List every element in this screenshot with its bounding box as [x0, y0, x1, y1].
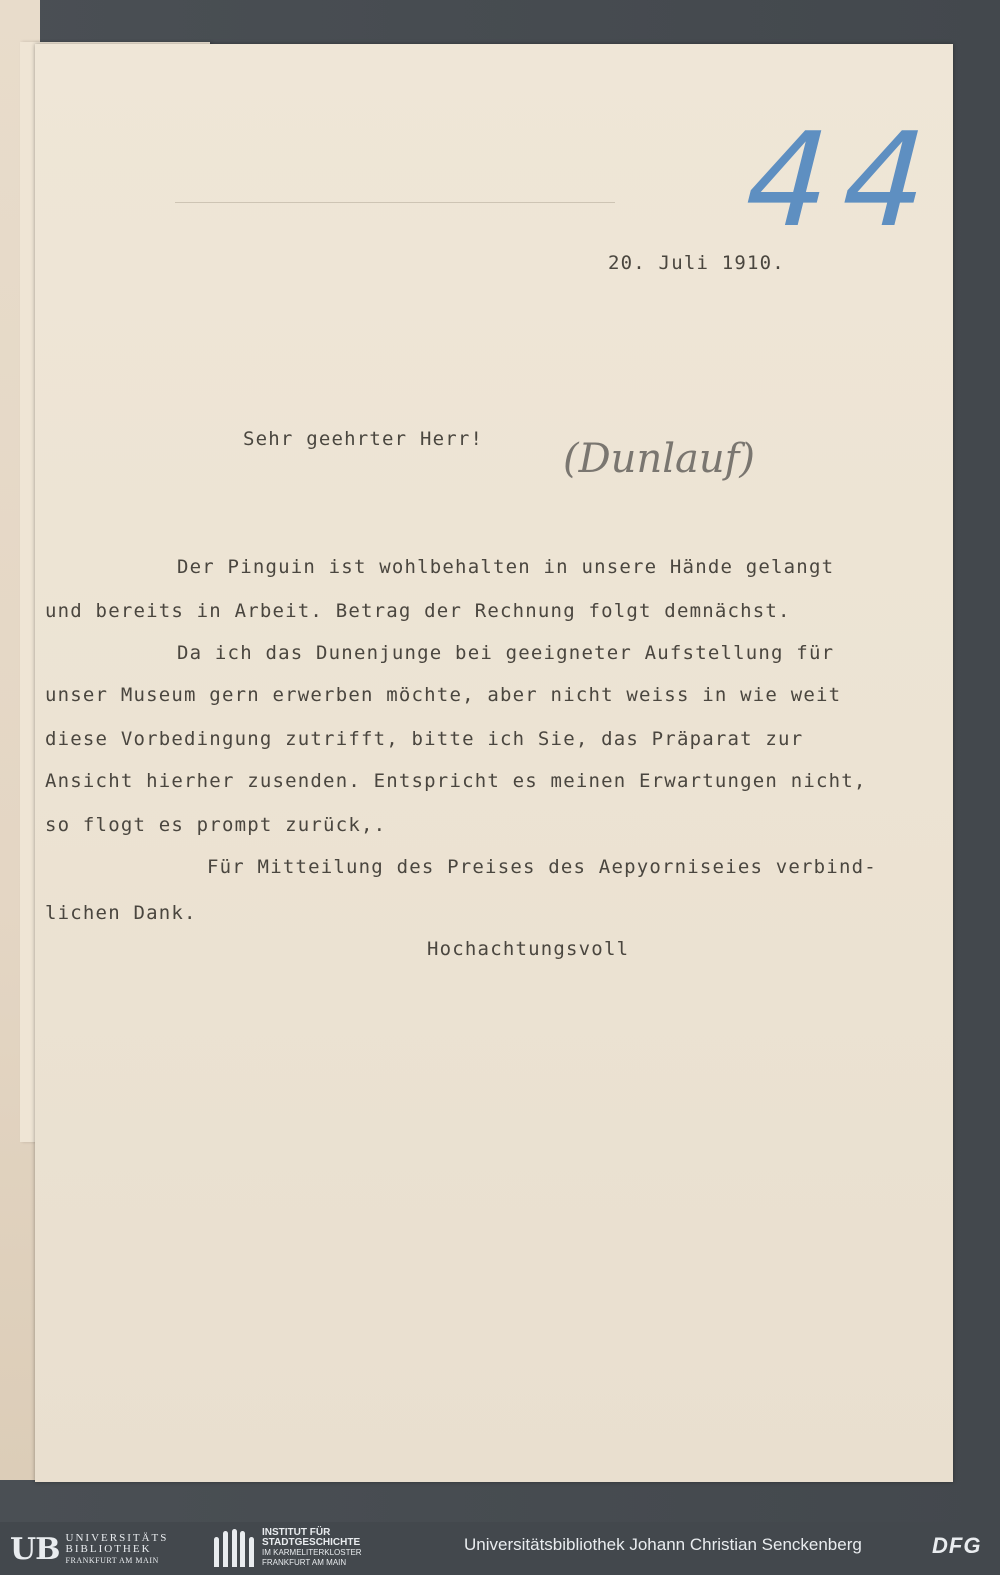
letter-line: Für Mitteilung des Preises des Aepyorniseies verbind- [207, 856, 877, 878]
letter-date: 20. Juli 1910. [608, 252, 785, 274]
inst-line-3: IM KARMELITERKLOSTER [262, 1548, 362, 1557]
letter-line: und bereits in Arbeit. Betrag der Rechnung folgt demnächst. [45, 600, 791, 622]
ub-line-2: BIBLIOTHEK [65, 1542, 152, 1555]
letter-line: Der Pinguin ist wohlbehalten in unsere Hände gelangt [177, 556, 835, 578]
letter-line: Ansicht hierher zusenden. Entspricht es meinen Erwartungen nicht, [45, 770, 867, 792]
inst-line-4: FRANKFURT AM MAIN [262, 1558, 347, 1567]
ub-logo[interactable] [10, 1530, 168, 1568]
letter-line: Da ich das Dunenjunge bei geeigneter Aufstellung für [177, 642, 835, 664]
letter-page [35, 44, 960, 1482]
footer-bar [0, 1522, 1000, 1575]
ub-logo-text [66, 1533, 169, 1566]
letter-closing: Hochachtungsvoll [427, 938, 630, 960]
handwritten-name: (Dunlauf) [563, 436, 756, 482]
inst-line-2: STADTGESCHICHTE [262, 1537, 361, 1548]
letter-line: unser Museum gern erwerben möchte, aber nicht weiss in wie weit [45, 684, 842, 706]
institute-logo[interactable] [214, 1528, 362, 1568]
institute-logo-text [262, 1528, 362, 1568]
dfg-logo[interactable]: DFG [932, 1533, 982, 1558]
letter-line: diese Vorbedingung zutrifft, bitte ich Sie, das Präparat zur [45, 728, 804, 750]
letter-line: so flogt es prompt zurück,. [45, 814, 387, 836]
ub-line-1: UNIVERSITÄTS [65, 1531, 169, 1544]
letter-salutation: Sehr geehrter Herr! [243, 428, 484, 450]
ub-line-3: FRANKFURT AM MAIN [65, 1555, 159, 1565]
faint-rule [175, 202, 615, 203]
letter-line: lichen Dank. [45, 902, 197, 924]
ub-logo-mark: UB [10, 1531, 60, 1567]
library-name[interactable]: Universitätsbibliothek Johann Christian Senckenberg [464, 1535, 862, 1554]
columns-icon [214, 1529, 254, 1567]
page-number: 44 [728, 104, 960, 256]
inst-line-1: INSTITUT FÜR [262, 1527, 331, 1538]
